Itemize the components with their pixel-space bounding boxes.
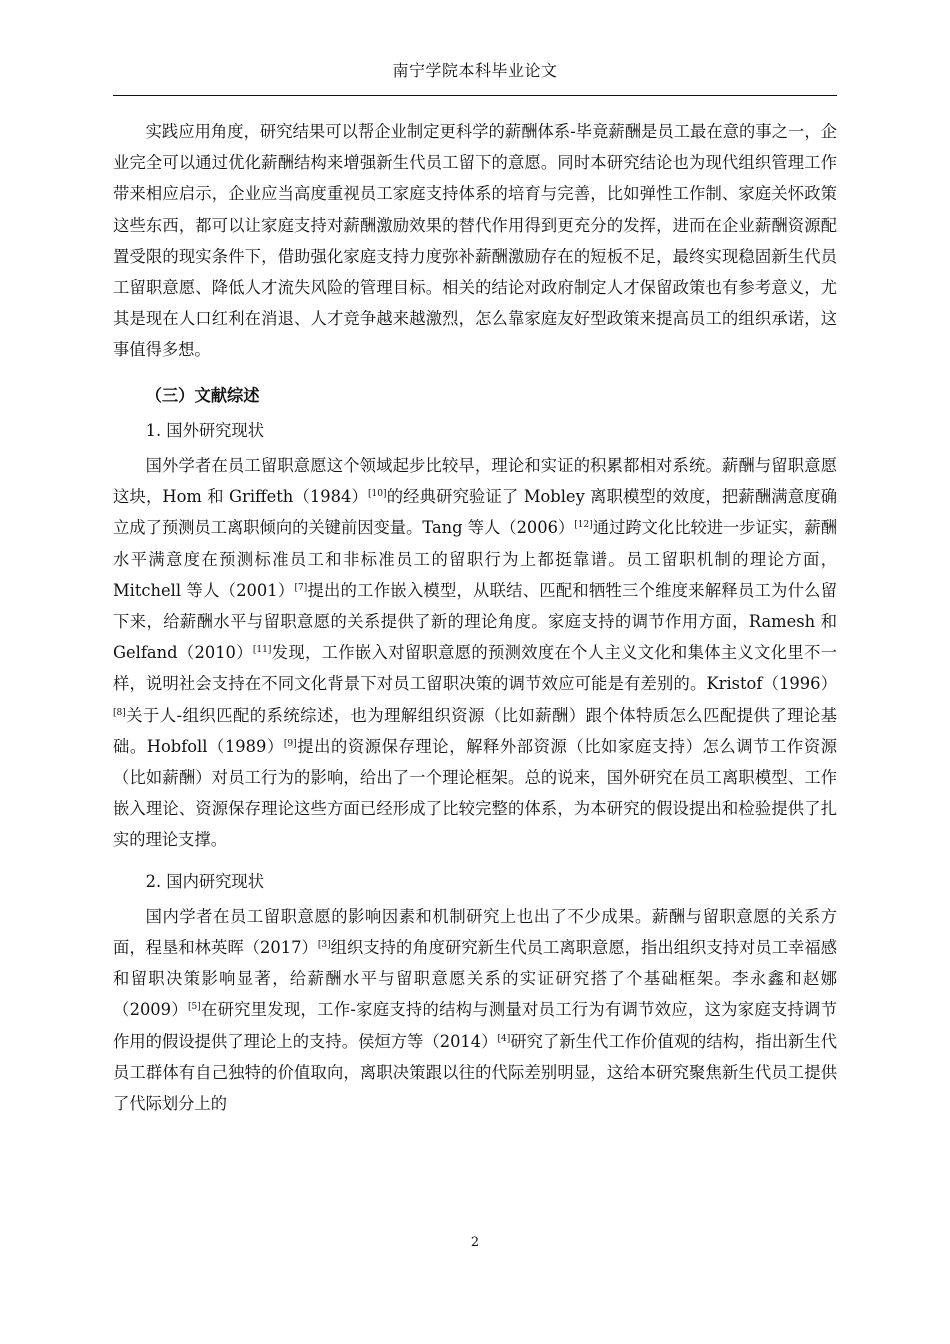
page-number: 2 xyxy=(470,1235,480,1250)
header-rule xyxy=(113,95,837,96)
text-run: 的经典研究验证了 Mobley 离职模型的效度，把薪酬满意度确立成了预测员工离职倾向的关键前因变量。Tang 等人（2006） xyxy=(113,487,837,538)
citation-ref: [11] xyxy=(252,645,272,656)
citation-ref: [5] xyxy=(187,1002,201,1013)
text-run: 国外学者在员工留职意愿这个领域起步比较早，理论和实证的积累都相对系统。薪酬与留职意愿这块，Hom 和 Griffeth（1984） xyxy=(113,456,837,507)
text-run: 通过跨文化比较进一步证实，薪酬水平满意度在预测标准员工和非标准员工的留职行为上都挺靠谱。员工留职机制的理论方面，Mitchell 等人（2001） xyxy=(113,518,838,600)
citation-ref: [4] xyxy=(497,1033,511,1044)
paragraph-foreign-research xyxy=(113,450,837,856)
citation-ref: [9] xyxy=(283,738,297,749)
subheading-domestic-research: 2. 国内研究现状 xyxy=(145,871,264,891)
text-run: 关于人-组织匹配的系统综述，也为理解组织资源（比如薪酬）跟个体特质怎么匹配提供了理论基础。Hobfoll（1989） xyxy=(113,705,837,756)
text-run: 国内学者在员工留职意愿的影响因素和机制研究上也出了不少成果。薪酬与留职意愿的关系方面，程垦和林英晖（2017） xyxy=(113,906,837,958)
page-body xyxy=(113,116,837,1119)
paragraph-practical-significance: 实践应用角度，研究结果可以帮企业制定更科学的薪酬体系-毕竟薪酬是员工最在意的事之一，企业完全可以通过优化薪酬结构来增强新生代员工留下的意愿。同时本研究结论也为现代组织管理工作带来相应启示，企业应当高度重视员工家庭支持体系的培育与完善，比如弹性工作制、家庭关怀政策这些东西，都可以让家庭支持对薪酬激励效果的替代作用得到更充分的发挥，进而在企业薪酬资源配置受限的现实条件下，借助强化家庭支持力度弥补薪酬激励存在的短板不足，最终实现稳固新生代员工留职意愿、降低人才流失风险的管理目标。相关的结论对政府制定人才保留政策也有参考意义，尤其是现在人口红利在消退、人才竞争越来越激烈，怎么靠家庭友好型政策来提高员工的组织承诺，这事值得多想。 xyxy=(113,122,837,360)
citation-ref: [12] xyxy=(574,520,593,531)
text-run: 在研究里发现，工作-家庭支持的结构与测量对员工行为有调节效应，这为家庭支持调节作用的假设提供了理论上的支持。侯烜方等（2014） xyxy=(113,1000,837,1051)
citation-ref: [10] xyxy=(368,489,387,500)
citation-ref: [8] xyxy=(113,707,126,718)
citation-ref: [7] xyxy=(294,582,308,593)
text-run: 发现，工作嵌入对留职意愿的预测效度在个人主义文化和集体主义文化里不一样，说明社会支持在不同文化背景下对员工留职决策的调节效应可能是有差别的。Kristof（1996） xyxy=(113,643,837,694)
running-header: 南宁学院本科毕业论文 xyxy=(392,61,558,80)
text-run: 组织支持的角度研究新生代员工离职意愿，指出组织支持对员工幸福感和留职决策影响显著，给薪酬水平与留职意愿关系的实证研究搭了个基础框架。李永鑫和赵娜（2009） xyxy=(113,938,837,1020)
citation-ref: [3] xyxy=(317,940,331,951)
text-run: 提出的资源保存理论，解释外部资源（比如家庭支持）怎么调节工作资源（比如薪酬）对员工行为的影响，给出了一个理论框架。总的说来，国外研究在员工离职模型、工作嵌入理论、资源保存理论这些方面已经形成了比较完整的体系，为本研究的假设提出和检验提供了扎实的理论支撑。 xyxy=(113,736,837,850)
subheading-foreign-research: 1. 国外研究现状 xyxy=(145,420,264,440)
section-heading-literature-review: （三）文献综述 xyxy=(145,385,260,405)
text-run: 提出的工作嵌入模型，从联结、匹配和牺牲三个维度来解释员工为什么留下来，给薪酬水平与留职意愿的关系提供了新的理论角度。家庭支持的调节作用方面，Ramesh 和 Gelfand（2010） xyxy=(113,580,837,663)
paragraph-domestic-research xyxy=(113,901,837,1119)
text-run: 研究了新生代工作价值观的结构，指出新生代员工群体有自己独特的价值取向，离职决策跟以往的代际差别明显，这给本研究聚焦新生代员工提供了代际划分上的 xyxy=(113,1031,837,1114)
